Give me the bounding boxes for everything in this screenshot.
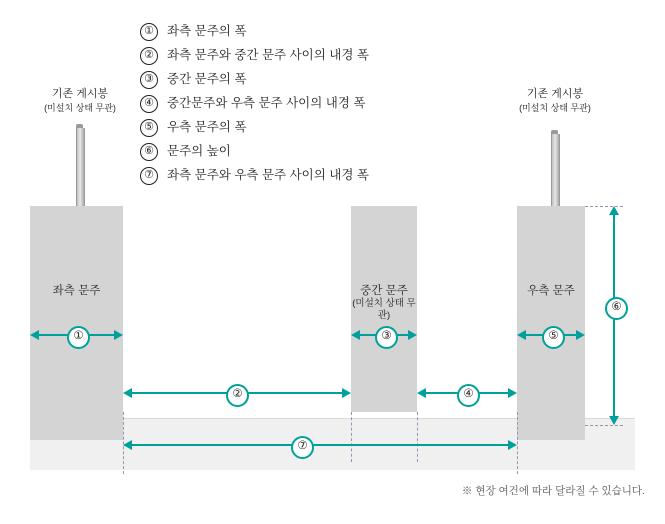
dimension-badge-7: ⑦ xyxy=(291,436,314,459)
legend-item xyxy=(140,22,500,41)
right-pole-sublabel: (미설치 상태 무관) xyxy=(519,103,591,113)
dimension-arrow-left-1 xyxy=(30,330,39,340)
guide-line-middle-post-right xyxy=(417,412,418,462)
legend-number: ⑦ xyxy=(140,167,158,185)
legend-number: ⑥ xyxy=(140,143,158,161)
legend-item xyxy=(140,70,500,89)
legend-number: ⑤ xyxy=(140,119,158,137)
dimension-arrow-left-2 xyxy=(123,388,132,398)
legend-label: 좌측 문주와 우측 문주 사이의 내경 폭 xyxy=(167,168,369,182)
dimension-badge-1: ① xyxy=(67,326,90,349)
dimension-arrow-right-4 xyxy=(508,388,517,398)
legend-number: ① xyxy=(140,23,158,41)
right-flag-pole xyxy=(551,134,560,206)
dimension-badge-2: ② xyxy=(226,384,249,407)
left-flag-pole xyxy=(76,128,85,206)
dimension-line-7 xyxy=(127,444,513,446)
dimension-badge-6: ⑥ xyxy=(605,297,628,320)
dimension-arrow-right-5 xyxy=(576,330,585,340)
legend xyxy=(140,22,500,190)
legend-item xyxy=(140,142,500,161)
legend-number: ④ xyxy=(140,95,158,113)
dimension-arrow-right-1 xyxy=(114,330,123,340)
middle-post-label: 중간 문주 xyxy=(360,285,408,297)
left-pole-label: 기존 게시봉 xyxy=(51,88,109,100)
legend-item xyxy=(140,46,500,65)
legend-item xyxy=(140,94,500,113)
dimension-arrow-up-6 xyxy=(609,206,619,215)
dimension-arrow-right-3 xyxy=(408,330,417,340)
legend-label: 중간문주와 우측 문주 사이의 내경 폭 xyxy=(167,96,366,110)
guide-line-right-post xyxy=(517,412,518,474)
dimension-arrow-left-5 xyxy=(517,330,526,340)
right-pole-label: 기존 게시봉 xyxy=(526,88,584,100)
left-pole-sublabel: (미설치 상태 무관) xyxy=(44,103,116,113)
dimension-badge-3: ③ xyxy=(375,326,398,349)
legend-item xyxy=(140,166,500,185)
dimension-arrow-right-7 xyxy=(508,440,517,450)
legend-number: ② xyxy=(140,47,158,65)
legend-label: 중간 문주의 폭 xyxy=(167,72,247,86)
middle-post xyxy=(351,206,417,412)
right-post-label: 우측 문주 xyxy=(527,285,575,297)
footnote: ※ 현장 여건에 따라 달라질 수 있습니다. xyxy=(461,485,645,497)
dimension-badge-5: ⑤ xyxy=(542,326,565,349)
left-post xyxy=(30,206,123,440)
middle-post-sublabel: (미설치 상태 무관) xyxy=(352,298,416,321)
guide-line-middle-post-left xyxy=(351,412,352,462)
guide-line-post-bottom xyxy=(585,425,623,426)
left-post-label: 좌측 문주 xyxy=(52,285,101,297)
legend-number: ③ xyxy=(140,71,158,89)
legend-label: 좌측 문주와 중간 문주 사이의 내경 폭 xyxy=(167,48,369,62)
legend-label: 문주의 높이 xyxy=(167,144,231,158)
dimension-arrow-left-3 xyxy=(351,330,360,340)
dimension-arrow-down-6 xyxy=(609,416,619,425)
legend-label: 좌측 문주의 폭 xyxy=(167,24,247,38)
dimension-arrow-left-7 xyxy=(123,440,132,450)
legend-label: 우측 문주의 폭 xyxy=(167,120,247,134)
right-post xyxy=(517,206,585,440)
dimension-badge-4: ④ xyxy=(457,384,480,407)
dimension-arrow-left-4 xyxy=(417,388,426,398)
dimension-arrow-right-2 xyxy=(342,388,351,398)
legend-item xyxy=(140,118,500,137)
